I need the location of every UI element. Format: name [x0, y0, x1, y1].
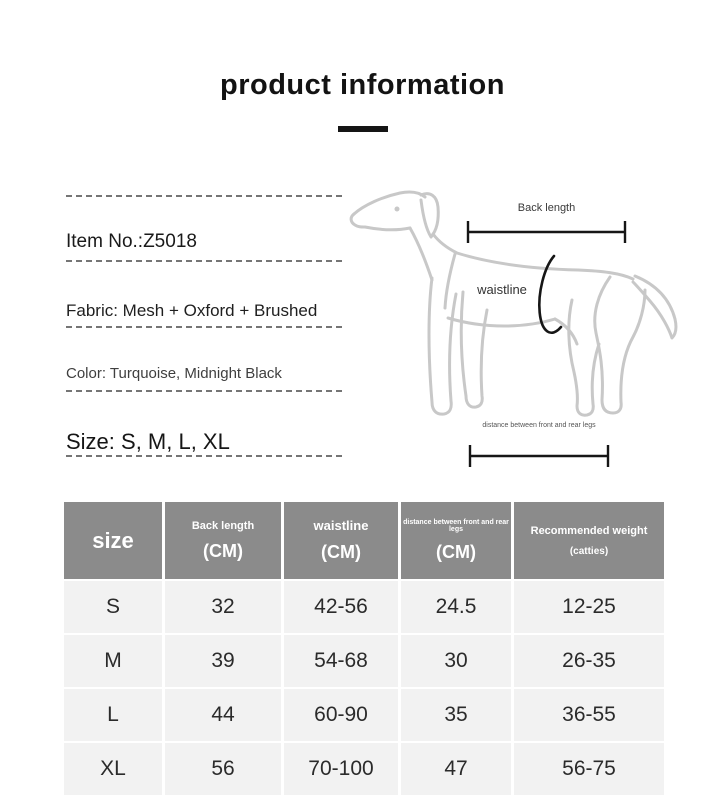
size-table-header-waistline: waistline (CM)	[284, 502, 398, 579]
cell-weight: 36-55	[514, 689, 664, 741]
cell-size: XL	[64, 743, 162, 795]
size-table-header-distance: distance between front and rear legs (CM)	[401, 502, 511, 579]
cell-size: M	[64, 635, 162, 687]
cell-back-length: 44	[165, 689, 281, 741]
table-row	[64, 743, 664, 795]
cell-back-length: 32	[165, 581, 281, 633]
spec-item-number: Item No.:Z5018	[66, 231, 197, 252]
back-length-label: Back length	[517, 202, 576, 214]
spec-color: Color: Turquoise, Midnight Black	[66, 365, 282, 382]
size-table-header-size: size	[64, 502, 162, 579]
cell-size: S	[64, 581, 162, 633]
distance-label: distance between front and rear legs	[482, 422, 596, 429]
cell-distance: 47	[401, 743, 511, 795]
dog-illustration	[340, 170, 725, 500]
cell-distance: 30	[401, 635, 511, 687]
spec-size: Size: S, M, L, XL	[66, 429, 230, 454]
size-table-header-row	[64, 502, 664, 579]
size-table-header-back-length: Back length (CM)	[165, 502, 281, 579]
spec-divider	[66, 260, 344, 262]
dog-outline-icon	[351, 192, 676, 415]
spec-divider	[66, 326, 344, 328]
waistline-label: waistline	[477, 282, 527, 297]
spec-divider	[66, 390, 344, 392]
cell-distance: 35	[401, 689, 511, 741]
cell-weight: 26-35	[514, 635, 664, 687]
cell-waistline: 60-90	[284, 689, 398, 741]
title-underline	[338, 126, 388, 132]
size-table	[61, 500, 667, 797]
cell-weight: 12-25	[514, 581, 664, 633]
cell-size: L	[64, 689, 162, 741]
cell-waistline: 70-100	[284, 743, 398, 795]
spec-divider	[66, 195, 344, 197]
cell-waistline: 54-68	[284, 635, 398, 687]
spec-fabric: Fabric: Mesh + Oxford + Brushed	[66, 301, 318, 320]
cell-back-length: 39	[165, 635, 281, 687]
cell-distance: 24.5	[401, 581, 511, 633]
page-title: product information	[220, 69, 505, 102]
table-row	[64, 689, 664, 741]
cell-weight: 56-75	[514, 743, 664, 795]
table-row	[64, 581, 664, 633]
cell-back-length: 56	[165, 743, 281, 795]
back-length-measure-line	[468, 221, 625, 243]
cell-waistline: 42-56	[284, 581, 398, 633]
dog-measurement-diagram	[340, 170, 725, 500]
front-rear-distance-measure-line	[470, 445, 608, 467]
table-row	[64, 635, 664, 687]
size-table-header-weight: Recommended weight (catties)	[514, 502, 664, 579]
spec-divider	[66, 455, 344, 457]
